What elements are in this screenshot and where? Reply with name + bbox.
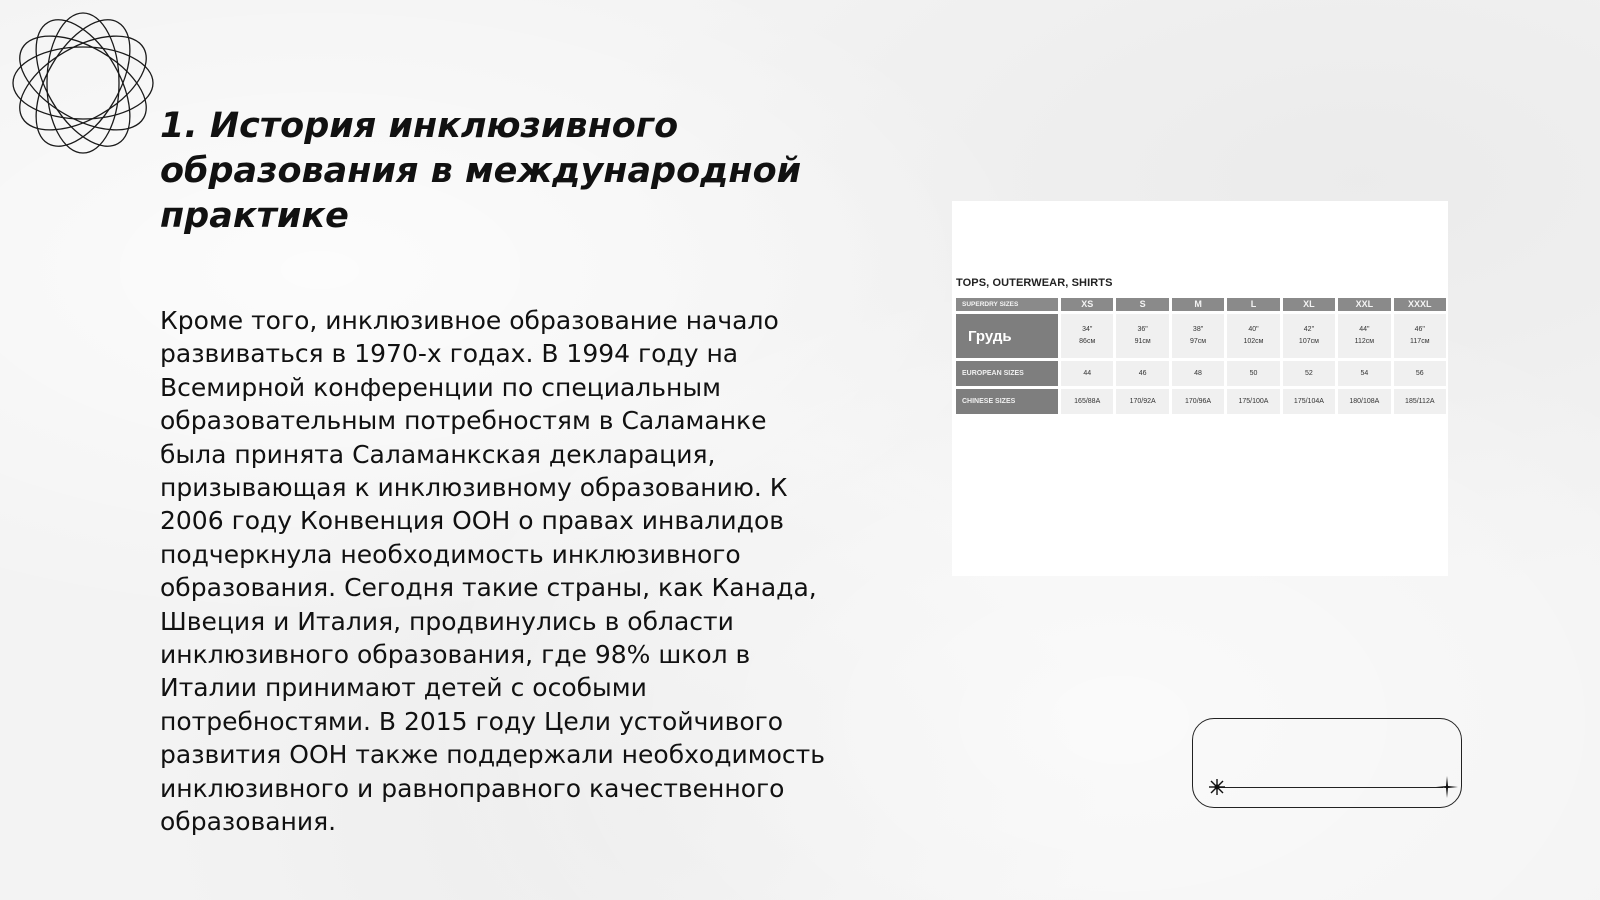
size-chart-cell-value: 46": [1414, 326, 1425, 333]
sparkle-icon: [1207, 777, 1227, 797]
size-chart-cell: [1283, 314, 1335, 358]
size-chart-cell-value: 40": [1248, 326, 1259, 333]
size-chart-cell: [1394, 389, 1446, 414]
size-chart-size-header: XXXL: [1394, 298, 1446, 311]
size-chart-size-header: XS: [1061, 298, 1113, 311]
size-chart-cell: [1227, 389, 1279, 414]
size-chart-cell: [1283, 389, 1335, 414]
size-chart-row-label: Грудь: [956, 314, 1058, 358]
size-chart-cell-value: 48: [1194, 369, 1202, 377]
slide-title: 1. История инклюзивного образования в международной практике: [160, 106, 802, 236]
size-chart-cell-value: 44": [1359, 326, 1370, 333]
size-chart-size-header: M: [1172, 298, 1224, 311]
size-chart-cell-value: 54: [1360, 369, 1369, 377]
size-chart-cell-value: 170/92A: [1129, 397, 1156, 405]
size-chart-cell-value: 52: [1305, 369, 1313, 377]
size-chart-table: [956, 298, 1446, 414]
size-chart-image: [952, 201, 1448, 576]
size-chart-cell-value: 107см: [1298, 338, 1319, 345]
size-chart-cell-value: 86см: [1079, 338, 1096, 345]
size-chart-cell: [1338, 314, 1390, 358]
size-chart-cell: [1172, 389, 1224, 414]
size-chart-cell: [1227, 361, 1279, 386]
size-chart-cell-value: 185/112A: [1405, 397, 1435, 405]
body-paragraph: Кроме того, инклюзивное образование начало развиваться в 1970-х годах. В 1994 году на Всемирной конференции по специальным образовательным потребностям в Саламанке была принята Саламанкская декларация, призывающая к инклюзивному образованию. К 2006 году Конвенция ООН о правах инвалидов подчеркнула необходимость инклюзивного образования. Сегодня такие страны, как Канада, Швеция и Италия, продвинулись в области инклюзивного образования, где 98% школ в Италии принимают детей с особыми потребностями. В 2015 году Цели устойчивого развития ООН также поддержали необходимость инклюзивного и равноправного качественного образования.: [160, 306, 825, 837]
size-chart-cell: [1227, 314, 1279, 358]
size-chart-size-header: L: [1227, 298, 1279, 311]
size-chart-cell: [1061, 389, 1113, 414]
size-chart-cell: [1116, 361, 1168, 386]
decorative-slider-frame: [1192, 718, 1462, 808]
size-chart-row-label: CHINESE SIZES: [956, 389, 1058, 414]
plus-star-icon: [1435, 775, 1459, 799]
size-chart-cell-value: 117см: [1410, 338, 1430, 345]
size-chart-cell: [1338, 389, 1390, 414]
size-chart-cell-value: 165/88A: [1074, 397, 1101, 405]
size-chart-size-header: XXL: [1338, 298, 1390, 311]
size-chart-cell-value: 175/104A: [1293, 397, 1324, 405]
size-chart-cell-value: 50: [1249, 369, 1258, 377]
size-chart-cell-value: 170/96A: [1185, 397, 1212, 405]
size-chart-cell-value: 180/108A: [1349, 397, 1380, 405]
size-chart-cell-value: 44: [1083, 369, 1092, 377]
size-chart-size-header: S: [1116, 298, 1168, 311]
size-chart-cell-value: 112см: [1354, 338, 1375, 345]
size-chart-cell: [1172, 361, 1224, 386]
size-chart-cell-value: 42": [1303, 326, 1315, 333]
size-chart-cell-value: 38": [1192, 326, 1204, 333]
size-chart-cell: [1061, 314, 1113, 358]
size-chart-cell: [1061, 361, 1113, 386]
size-chart-cell-value: 46: [1138, 369, 1147, 377]
size-chart-cell: [1338, 361, 1390, 386]
size-chart-cell-value: 34": [1082, 326, 1093, 333]
size-chart-cell-value: 56: [1415, 369, 1424, 377]
size-chart-cell-value: 102см: [1243, 338, 1264, 345]
size-chart-row-label: EUROPEAN SIZES: [956, 361, 1058, 386]
size-chart-cell: [1116, 314, 1168, 358]
size-chart-header-label: SUPERDRY SIZES: [956, 298, 1058, 311]
rosette-logo-icon: [10, 10, 156, 156]
size-chart-cell: [1172, 314, 1224, 358]
size-chart-cell-value: 175/100A: [1238, 397, 1269, 405]
size-chart-cell-value: 97см: [1190, 338, 1207, 345]
size-chart-cell: [1283, 361, 1335, 386]
size-chart-cell-value: 36": [1137, 326, 1148, 333]
size-chart-cell: [1394, 314, 1446, 358]
size-chart-heading: TOPS, OUTERWEAR, SHIRTS: [956, 277, 1113, 289]
size-chart-cell: [1116, 389, 1168, 414]
size-chart-cell: [1394, 361, 1446, 386]
size-chart-size-header: XL: [1283, 298, 1335, 311]
slider-track: [1217, 787, 1443, 788]
size-chart-cell-value: 91см: [1134, 338, 1151, 345]
